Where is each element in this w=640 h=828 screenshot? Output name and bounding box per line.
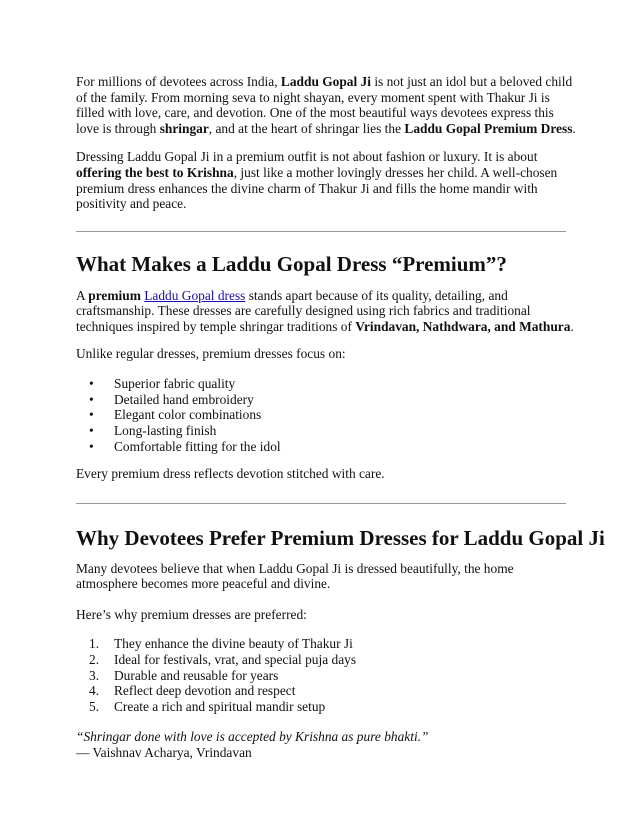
- list-text: Create a rich and spiritual mandir setup: [114, 698, 326, 714]
- section1-paragraph-2: Unlike regular dresses, premium dresses focus on:: [76, 345, 346, 361]
- text: is not just an idol but a beloved child of the family. From morning seva to night shayan, every moment spent with Thakur Ji is filled with love, care, and devotion. One of the most beautiful ways devotees express this love is through: [76, 74, 573, 136]
- list-item: • Elegant color combinations: [76, 407, 576, 423]
- list-number: 2.: [89, 652, 100, 668]
- list-item: [76, 636, 576, 652]
- section1-paragraph-1: [76, 288, 576, 335]
- quote: “Shringar done with love is accepted by Krishna as pure bhakti.”: [76, 729, 429, 745]
- section-heading: What Makes a Laddu Gopal Dress “Premium”?: [76, 251, 507, 276]
- bold-text: offering the best to Krishna: [76, 164, 234, 180]
- bold-text: Vrindavan, Nathdwara, and Mathura: [355, 318, 571, 334]
- quote-attribution: — Vaishnav Acharya, Vrindavan: [76, 745, 252, 761]
- list-item: [76, 652, 576, 668]
- list-text: They enhance the divine beauty of Thakur Ji: [114, 636, 353, 652]
- text: Dressing Laddu Gopal Ji in a premium outfit is not about fashion or luxury. It is about: [76, 149, 538, 165]
- text: A: [76, 287, 89, 303]
- divider: [76, 503, 566, 504]
- laddu-gopal-dress-link[interactable]: Laddu Gopal dress: [144, 287, 246, 303]
- section1-paragraph-3: Every premium dress reflects devotion stitched with care.: [76, 466, 385, 482]
- list-number: 1.: [89, 636, 100, 652]
- divider: [76, 231, 566, 232]
- list-item: • Superior fabric quality: [76, 376, 576, 392]
- bold-text: shringar: [159, 120, 209, 136]
- list-text: Durable and reusable for years: [114, 667, 279, 683]
- list-number: 4.: [89, 683, 100, 699]
- list-text: Ideal for festivals, vrat, and special puja days: [114, 652, 357, 668]
- text: .: [570, 318, 574, 334]
- list-item: • Detailed hand embroidery: [76, 392, 576, 408]
- section2-paragraph-1: Many devotees believe that when Laddu Gopal Ji is dressed beautifully, the home atmosphere becomes more peaceful and divine.: [76, 560, 514, 592]
- list-item: • Comfortable fitting for the idol: [76, 439, 576, 455]
- text: , just like a mother lovingly dresses her child. A well-chosen premium dress enhances the divine charm of Thakur Ji and fills the home mandir with positivity and peace.: [76, 164, 558, 212]
- list-item: [76, 683, 576, 699]
- text: .: [572, 120, 576, 136]
- list-item: • Long-lasting finish: [76, 423, 576, 439]
- text: stands apart because of its quality, detailing, and craftsmanship. These dresses are carefully designed using rich fabrics and traditional techniques inspired by temple shringar traditions of: [76, 287, 531, 334]
- list-number: 3.: [89, 667, 100, 683]
- bold-text: Laddu Gopal Ji: [280, 74, 371, 89]
- list-item: [76, 699, 576, 715]
- section-heading: Why Devotees Prefer Premium Dresses for Laddu Gopal Ji: [76, 525, 605, 550]
- list-text: Reflect deep devotion and respect: [114, 683, 296, 699]
- text: For millions of devotees across India,: [76, 74, 281, 89]
- bullet-list: [76, 376, 576, 454]
- numbered-list: [76, 636, 576, 714]
- text: , and at the heart of shringar lies the: [208, 120, 405, 136]
- bold-text: Laddu Gopal Premium Dress: [404, 120, 573, 136]
- bold-text: premium: [88, 287, 141, 303]
- list-number: 5.: [89, 698, 100, 714]
- list-item: [76, 668, 576, 684]
- section2-paragraph-2: Here’s why premium dresses are preferred:: [76, 606, 307, 622]
- intro-paragraph-2: [76, 149, 576, 211]
- intro-paragraph-1: [76, 74, 576, 136]
